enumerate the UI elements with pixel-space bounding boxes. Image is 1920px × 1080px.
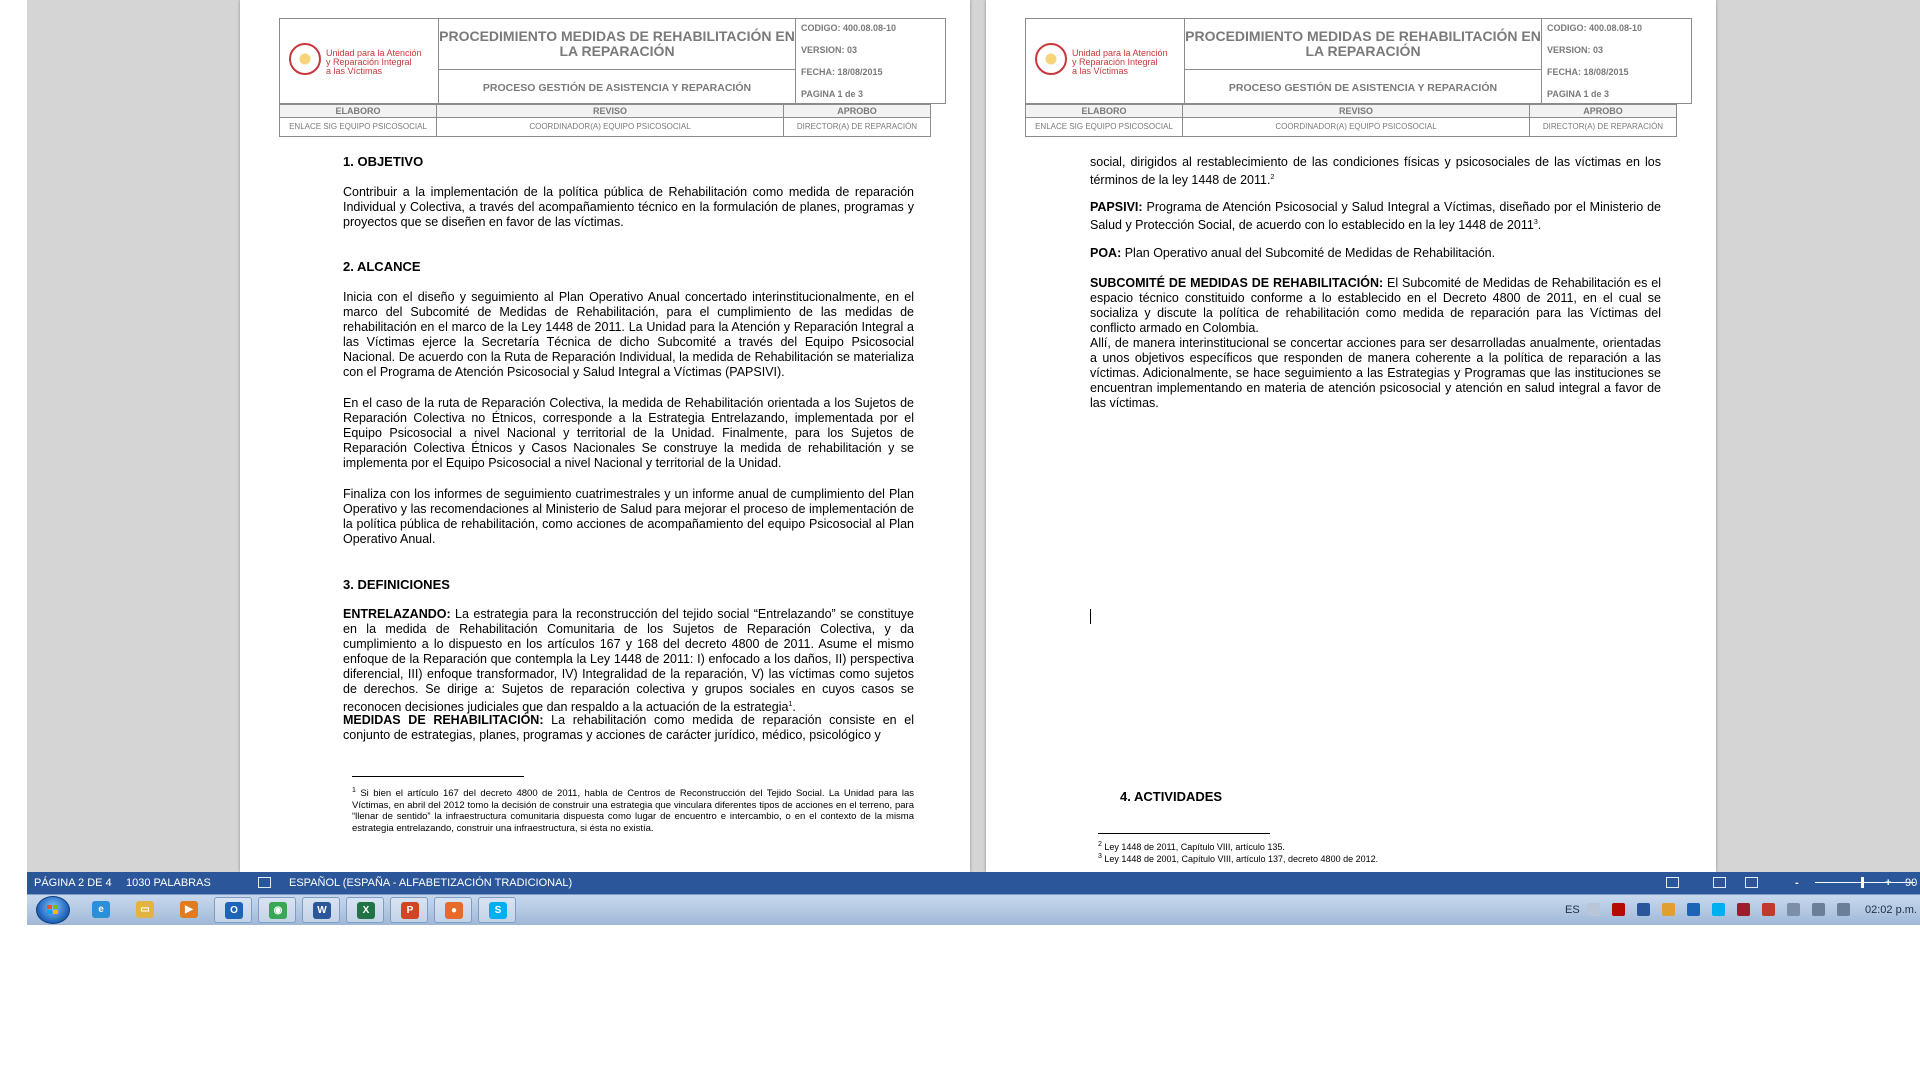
zoom-slider-track[interactable]	[1815, 882, 1915, 883]
elaboro-header: ELABORO	[279, 104, 437, 118]
process-cell	[438, 69, 796, 104]
aprobo-value: DIRECTOR(A) DE REPARACIÓN	[1529, 117, 1677, 137]
paragraph-alcance-2: En el caso de la ruta de Reparación Colectiva, la medida de Rehabilitación orientada a los Sujetos de Reparación Colectiva no Étnicos, corresponde a la Estrategia Entrelazando, implementada por el Equipo Psicosocial a nivel Nacional y territorial de la Unidad. Finalmente, para los Sujetos de Reparación Colectiva Étnicos y Casos Nacionales Se construye la medida de rehabilitación y se implementa por el Equipo Psicosocial a nivel Nacional y territorial de la Unidad.	[343, 396, 914, 470]
doc-page: PAGINA 1 de 3	[1547, 89, 1610, 99]
elaboro-header: ELABORO	[1025, 104, 1183, 118]
definition-subcomite: SUBCOMITÉ DE MEDIDAS DE REHABILITACIÓN: El Subcomité de Medidas de Rehabilitación es el espacio técnico constituido conforme a lo establecido en el Decreto 4800 de 2011, en el cual se socializa y discute la política de rehabilitación como medida de reparación para las Víctimas del conflicto armado en Colombia. Allí, de manera interinstitucional se concertar acciones para ser desarrolladas anualmente, orientadas a unos objetivos específicos que responden de manera coherente a la política de reparación a las víctimas. Adicionalmente, se hace seguimiento a las Estrategias y Programas que las instituciones se encuentran implementando en materia de atención psicosocial y atención en salud integral a favor de las víctimas.	[1090, 276, 1661, 410]
document-workspace	[27, 0, 1920, 872]
keyboard-icon[interactable]	[1587, 903, 1600, 916]
taskbar-app-button[interactable]	[82, 897, 120, 923]
taskbar-app-button[interactable]	[478, 897, 516, 923]
colombia-seal-icon	[1035, 43, 1067, 75]
windows-logo-icon	[47, 905, 59, 915]
process-cell	[1184, 69, 1542, 104]
doc-version: VERSION: 03	[801, 45, 858, 55]
approval-table	[279, 104, 931, 137]
doc-code: CODIGO: 400.08.08-10	[801, 23, 897, 33]
language-status[interactable]: ESPAÑOL (ESPAÑA - ALFABETIZACIÓN TRADICIONAL)	[289, 877, 573, 889]
paragraph-continuation: social, dirigidos al restablecimiento de las condiciones físicas y psicosociales de las víctimas en los términos de la ley 1448 de 2011.$^2$	[1090, 155, 1661, 188]
skype-icon: S	[489, 902, 507, 919]
process-name: PROCESO GESTIÓN DE ASISTENCIA Y REPARACIÓN	[482, 82, 752, 94]
paragraph-alcance-1: Inicia con el diseño y seguimiento al Plan Operativo Anual concertado interinstitucionalmente, en el marco del Subcomité de Medidas de Rehabilitación, para el cumplimiento de las medidas de rehabilitación en el marco de la Ley 1448 de 2011. La Unidad para la Atención y Reparación Integral a las Víctimas ejerce la Secretaría Técnica de dicho Subcomité a través del Equipo Psicosocial Nacional. De acuerdo con la Ruta de Reparación Individual, la medida de Rehabilitación se materializa con el Programa de Atención Psicosocial y Salud Integral a Víctimas (PAPSIVI).	[343, 290, 914, 379]
footnote-1: $^1$ Si bien el artículo 167 del decreto 4800 de 2011, habla de Centros de Reconstrucción del Tejido Social. La Unidad para las Víctimas, en abril del 2012 tomo la decisión de construir una estrategia que vinculara diferentes tipos de acciones en el terreno, para “llenar de sentido” la infraestructura comunitaria dispuesta como lugar de encuentro e intercambio, o en el contexto de la misma estrategia entrelazando, construir una infraestructura, si ésta no existía.	[352, 787, 914, 834]
elaboro-value: ENLACE SIG EQUIPO PSICOSOCIAL	[279, 117, 437, 137]
definition-entrelazando: ENTRELAZANDO: La estrategia para la reconstrucción del tejido social “Entrelazando” se constituye en la medida de Rehabilitación Comunitaria de los Sujetos de Reparación Colectiva, y da cumplimiento a lo dispuesto en los artículos 167 y 168 del decreto 4800 de 2011. Asume el mismo enfoque de la Reparación que contempla la Ley 1448 de 2011: I) enfocado a los daños, II) perspectiva diferencial, III) enfoque transformador, IV) Integralidad de la reparación, V) las víctimas como sujetos de derechos. Se dirige a: Sujetos de reparación colectiva y grupos sociales en cuyos casos se reconocen decisiones judiciales que dan respaldo a la actuación de la estrategia$^1$.	[343, 607, 914, 715]
meta-cell	[1541, 18, 1692, 104]
windows-taskbar	[27, 894, 1920, 925]
taskbar-app-button[interactable]	[126, 897, 164, 923]
word-tray-icon[interactable]	[1637, 903, 1650, 916]
meta-cell	[795, 18, 946, 104]
term-subcomite: SUBCOMITÉ DE MEDIDAS DE REHABILITACIÓN:	[1090, 276, 1384, 290]
document-header-table	[279, 18, 946, 104]
taskbar-app-button[interactable]	[346, 897, 384, 923]
footnote-separator	[352, 776, 524, 777]
document-title: PROCEDIMIENTO MEDIDAS DE REHABILITACIÓN EN LA REPARACIÓN	[439, 28, 795, 59]
doc-code: CODIGO: 400.08.08-10	[1547, 23, 1643, 33]
acrobat-tray-icon[interactable]	[1612, 903, 1625, 916]
heading-actividades: 4. ACTIVIDADES	[1120, 789, 1223, 804]
term-medidas-rehabilitacion: MEDIDAS DE REHABILITACIÓN:	[343, 713, 544, 727]
network-icon[interactable]	[1812, 903, 1825, 916]
logo-cell	[1025, 18, 1185, 104]
definition-medidas: MEDIDAS DE REHABILITACIÓN: La rehabilitación como medida de reparación consiste en el conjunto de estrategias, planes, programas y acciones de carácter jurídico, médico, psicológico y	[343, 713, 914, 742]
word-status-bar	[27, 872, 1920, 894]
file-explorer-icon: ▭	[136, 901, 154, 918]
taskbar-app-button[interactable]	[170, 897, 208, 923]
footnote-3: $^3$ Ley 1448 de 2001, Capítulo VIII, artículo 137, decreto 4800 de 2012.	[1098, 853, 1379, 864]
excel-icon: X	[357, 902, 375, 919]
heading-definiciones: 3. DEFINICIONES	[343, 577, 450, 592]
zoom-out-button[interactable]: -	[1795, 877, 1799, 889]
reviso-value: COORDINADOR(A) EQUIPO PSICOSOCIAL	[436, 117, 784, 137]
doc-page: PAGINA 1 de 3	[801, 89, 864, 99]
unidad-victimas-logo: Unidad para la Atención y Reparación Integral a las Víctimas	[1072, 48, 1168, 76]
document-header-table	[1025, 18, 1692, 104]
alert-tray-icon[interactable]	[1762, 903, 1775, 916]
action-center-flag-icon[interactable]	[1787, 903, 1800, 916]
paragraph-alcance-3: Finaliza con los informes de seguimiento cuatrimestrales y un informe anual de cumplimiento del Plan Operativo y las recomendaciones al Ministerio de Salud para mejorar el proceso de implementación de la política pública de rehabilitación, como acciones de acompañamiento del equipo Psicosocial al Plan Operativo Anual.	[343, 487, 914, 546]
chrome-icon: ◉	[269, 902, 287, 919]
volume-icon[interactable]	[1837, 903, 1850, 916]
doc-date: FECHA: 18/08/2015	[801, 67, 883, 77]
aprobo-header: APROBO	[1529, 104, 1677, 118]
taskbar-app-button[interactable]	[302, 897, 340, 923]
definition-papsivi: PAPSIVI: Programa de Atención Psicosocial y Salud Integral a Víctimas, diseñado por el Ministerio de Salud y Protección Social, de acuerdo con lo establecido en la ley 1448 de 2011$^3$.	[1090, 200, 1661, 233]
text-cursor	[1090, 609, 1091, 624]
term-entrelazando: ENTRELAZANDO:	[343, 607, 451, 621]
term-papsivi: PAPSIVI:	[1090, 200, 1143, 214]
heading-alcance: 2. ALCANCE	[343, 259, 421, 274]
zoom-slider-thumb[interactable]	[1861, 877, 1864, 888]
print-layout-icon[interactable]	[1713, 877, 1726, 888]
unidad-victimas-logo: Unidad para la Atención y Reparación Integral a las Víctimas	[326, 48, 422, 76]
taskbar-app-button[interactable]	[390, 897, 428, 923]
approval-table	[1025, 104, 1677, 137]
title-cell	[438, 18, 796, 70]
paint-icon: ●	[445, 902, 463, 919]
start-button[interactable]	[36, 896, 70, 924]
skype-tray-icon[interactable]	[1712, 903, 1725, 916]
paragraph-objetivo: Contribuir a la implementación de la política pública de Rehabilitación como medida de reparación Individual y Colectiva, a través del acompañamiento técnico en la formulación de planes, programas y proyectos que se diseñen en favor de las víctimas.	[343, 185, 914, 229]
taskbar-app-button[interactable]	[214, 897, 252, 923]
internet-explorer-icon: e	[92, 901, 110, 918]
aprobo-header: APROBO	[783, 104, 931, 118]
footnote-2: $^2$ Ley 1448 de 2011, Capítulo VIII, artículo 135.	[1098, 841, 1285, 852]
reviso-header: REVISO	[436, 104, 784, 118]
zoom-in-button[interactable]: +	[1885, 877, 1892, 889]
footnote-separator	[1098, 833, 1270, 834]
outlook-tray-icon[interactable]	[1687, 903, 1700, 916]
proofing-icon[interactable]	[258, 877, 271, 888]
doc-date: FECHA: 18/08/2015	[1547, 67, 1629, 77]
logo-cell	[279, 18, 439, 104]
elaboro-value: ENLACE SIG EQUIPO PSICOSOCIAL	[1025, 117, 1183, 137]
system-clock[interactable]: 02:02 p.m.	[1865, 904, 1917, 916]
input-language-indicator[interactable]: ES	[1565, 904, 1580, 916]
heading-objetivo: 1. OBJETIVO	[343, 154, 424, 169]
web-layout-icon[interactable]	[1745, 877, 1758, 888]
definition-poa: POA: Plan Operativo anual del Subcomité de Medidas de Rehabilitación.	[1090, 246, 1496, 260]
reviso-header: REVISO	[1182, 104, 1530, 118]
document-page-2[interactable]	[240, 0, 970, 872]
mail-tray-icon[interactable]	[1662, 903, 1675, 916]
media-player-icon: ▶	[180, 901, 198, 918]
outlook-icon: O	[225, 902, 243, 919]
taskbar-app-button[interactable]	[258, 897, 296, 923]
process-name: PROCESO GESTIÓN DE ASISTENCIA Y REPARACIÓN	[1228, 82, 1498, 94]
doc-version: VERSION: 03	[1547, 45, 1604, 55]
page-count-status[interactable]: PÁGINA 2 DE 4	[34, 877, 112, 889]
word-icon: W	[313, 902, 331, 919]
read-mode-icon[interactable]	[1666, 877, 1679, 888]
term-poa: POA:	[1090, 246, 1122, 260]
aprobo-value: DIRECTOR(A) DE REPARACIÓN	[783, 117, 931, 137]
document-page-3[interactable]	[986, 0, 1716, 872]
powerpoint-icon: P	[401, 902, 419, 919]
colombia-seal-icon	[289, 43, 321, 75]
antivirus-shield-icon[interactable]	[1737, 903, 1750, 916]
reviso-value: COORDINADOR(A) EQUIPO PSICOSOCIAL	[1182, 117, 1530, 137]
document-title: PROCEDIMIENTO MEDIDAS DE REHABILITACIÓN EN LA REPARACIÓN	[1185, 28, 1541, 59]
taskbar-app-button[interactable]	[434, 897, 472, 923]
word-count-status[interactable]: 1030 PALABRAS	[126, 877, 211, 889]
title-cell	[1184, 18, 1542, 70]
zoom-level[interactable]: 90	[1905, 877, 1918, 889]
